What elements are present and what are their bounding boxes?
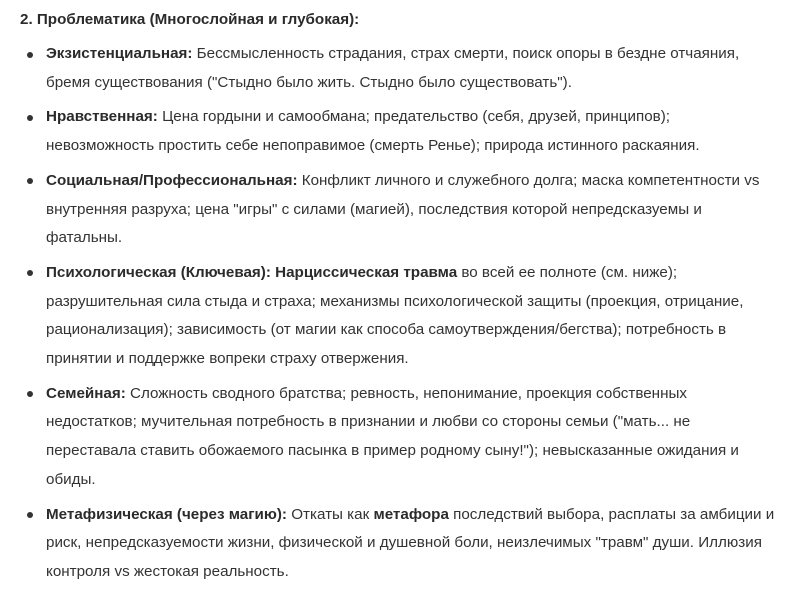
item-text: Конфликт личного и служебного долга; маска компетентности vs внутренняя разруха; цена "игры" с силами (магией), последствия которой непредсказуемы и фатальны.: [46, 171, 760, 247]
bullet-icon: [27, 52, 33, 58]
item-text: Откаты как: [286, 505, 374, 523]
item-title: Нравственная:: [46, 108, 158, 126]
item-text: Цена гордыни и самообмана; предательство (себя, друзей, принципов); невозможность простить себе непоправимое (смерть Ренье); природа истинного раскаяния.: [46, 108, 700, 155]
problem-list: [20, 40, 777, 587]
item-text-continued: последствий выбора, расплаты за амбиции и риск, непредсказуемости жизни, физической и душевной боли, неизлечимых "травм" души. Иллюзия контроля vs жестокая реальность.: [46, 505, 775, 580]
section-heading: 2. Проблематика (Многослойная и глубокая):: [20, 11, 360, 28]
item-emphasis: метафора: [373, 505, 449, 523]
bullet-icon: [27, 270, 33, 276]
item-title: Психологическая (Ключевая):: [46, 263, 271, 281]
bullet-icon: [27, 178, 33, 184]
list-item-metaphysical: [20, 501, 777, 587]
bullet-icon: [27, 391, 33, 397]
item-text: Бессмысленность страдания, страх смерти, поиск опоры в бездне отчаяния, бремя существования ("Стыдно было жить. Стыдно было существовать").: [46, 45, 740, 91]
list-item-existential: [20, 40, 777, 97]
list-item-psychological: [20, 259, 777, 374]
item-text: Сложность сводного братства; ревность, непонимание, проекция собственных недостатков; мучительная потребность в признании и любви со стороны семьи ("мать... не переставала ставить обожаемого пасынка в пример родному сыну!"); невысказанные ожидания и обиды.: [46, 384, 739, 488]
item-text: во всей ее полноте (см. ниже); разрушительная сила стыда и страха; механизмы психологической защиты (проекция, отрицание, рационализация); зависимость (от магии как способа самоутверждения/бегства); потребность в принятии и поддержке вопреки страху отвержения.: [46, 263, 744, 368]
item-title: Социальная/Профессиональная:: [46, 171, 298, 189]
item-title: Метафизическая (через магию):: [46, 505, 287, 523]
item-title: Семейная:: [46, 384, 126, 402]
bullet-icon: [27, 512, 33, 518]
item-emphasis: Нарциссическая травма: [275, 263, 458, 281]
bullet-icon: [27, 115, 33, 121]
list-item-moral: [20, 103, 777, 160]
list-item-family: [20, 380, 777, 495]
item-title: Экзистенциальная:: [46, 45, 193, 62]
list-item-social: [20, 167, 777, 253]
